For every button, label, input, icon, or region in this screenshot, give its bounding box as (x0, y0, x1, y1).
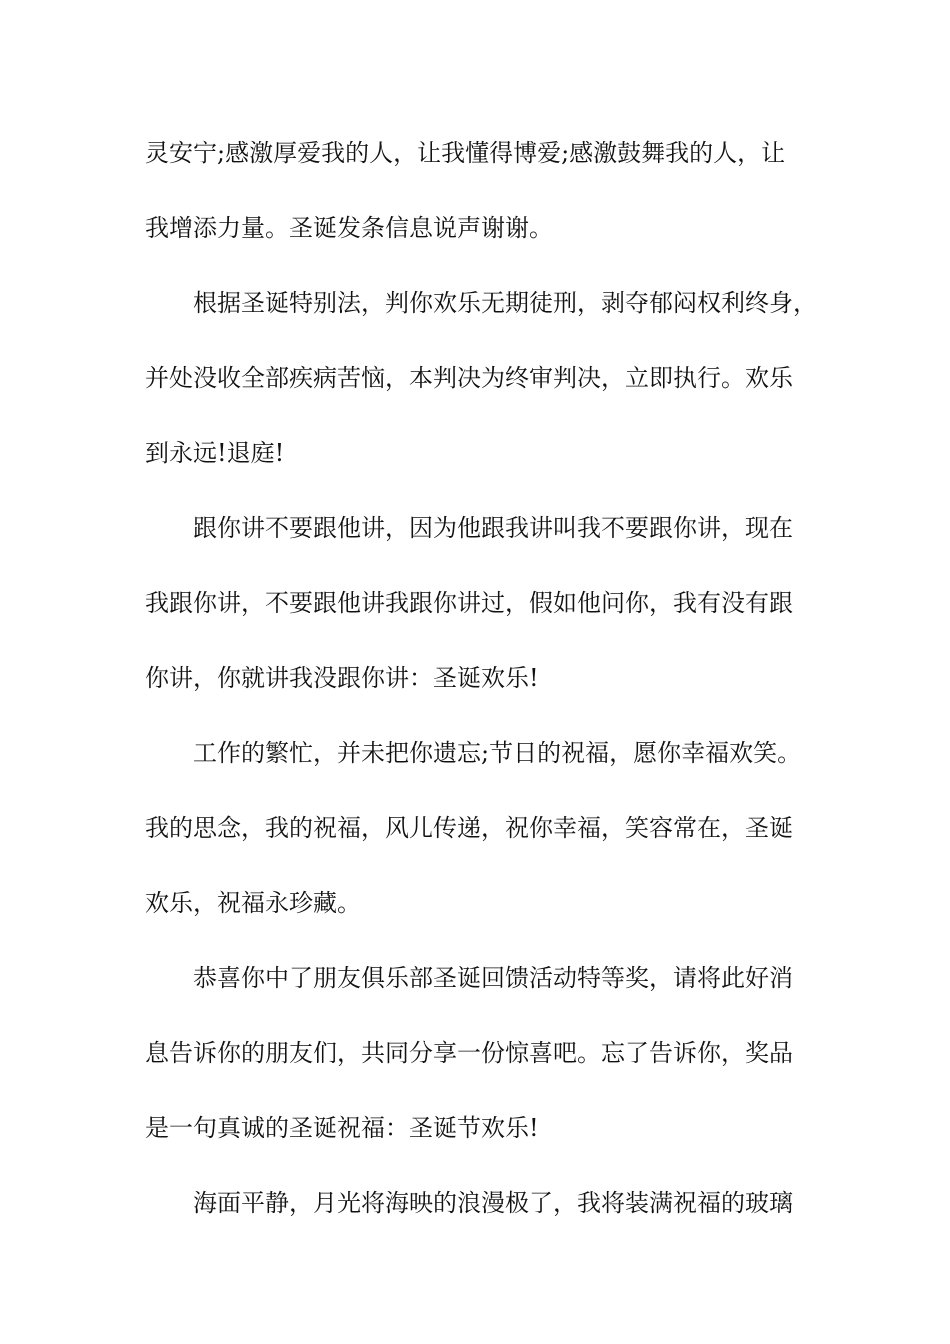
text-line: 并处没收全部疾病苦恼，本判决为终审判决，立即执行。欢乐 (145, 364, 793, 392)
text-line: 工作的繁忙，并未把你遗忘;节日的祝福，愿你幸福欢笑。 (193, 739, 802, 767)
text-line: 我的思念，我的祝福，风儿传递，祝你幸福，笑容常在，圣诞 (145, 814, 793, 842)
text-line: 到永远!退庭! (145, 439, 285, 467)
text-line: 海面平静，月光将海映的浪漫极了，我将装满祝福的玻璃 (193, 1189, 793, 1217)
text-line: 是一句真诚的圣诞祝福：圣诞节欢乐! (145, 1114, 539, 1142)
text-line: 灵安宁;感激厚爱我的人，让我懂得博爱;感激鼓舞我的人，让 (145, 139, 786, 167)
text-line: 我增添力量。圣诞发条信息说声谢谢。 (145, 214, 553, 242)
text-line: 你讲，你就讲我没跟你讲：圣诞欢乐! (145, 664, 539, 692)
text-line: 跟你讲不要跟他讲，因为他跟我讲叫我不要跟你讲，现在 (193, 514, 793, 542)
text-line: 息告诉你的朋友们，共同分享一份惊喜吧。忘了告诉你，奖品 (145, 1039, 793, 1067)
text-line: 我跟你讲，不要跟他讲我跟你讲过，假如他问你，我有没有跟 (145, 589, 793, 617)
text-line: 欢乐，祝福永珍藏。 (145, 889, 361, 917)
text-line: 根据圣诞特别法，判你欢乐无期徒刑，剥夺郁闷权利终身， (193, 289, 817, 317)
text-line: 恭喜你中了朋友俱乐部圣诞回馈活动特等奖，请将此好消 (193, 964, 793, 992)
